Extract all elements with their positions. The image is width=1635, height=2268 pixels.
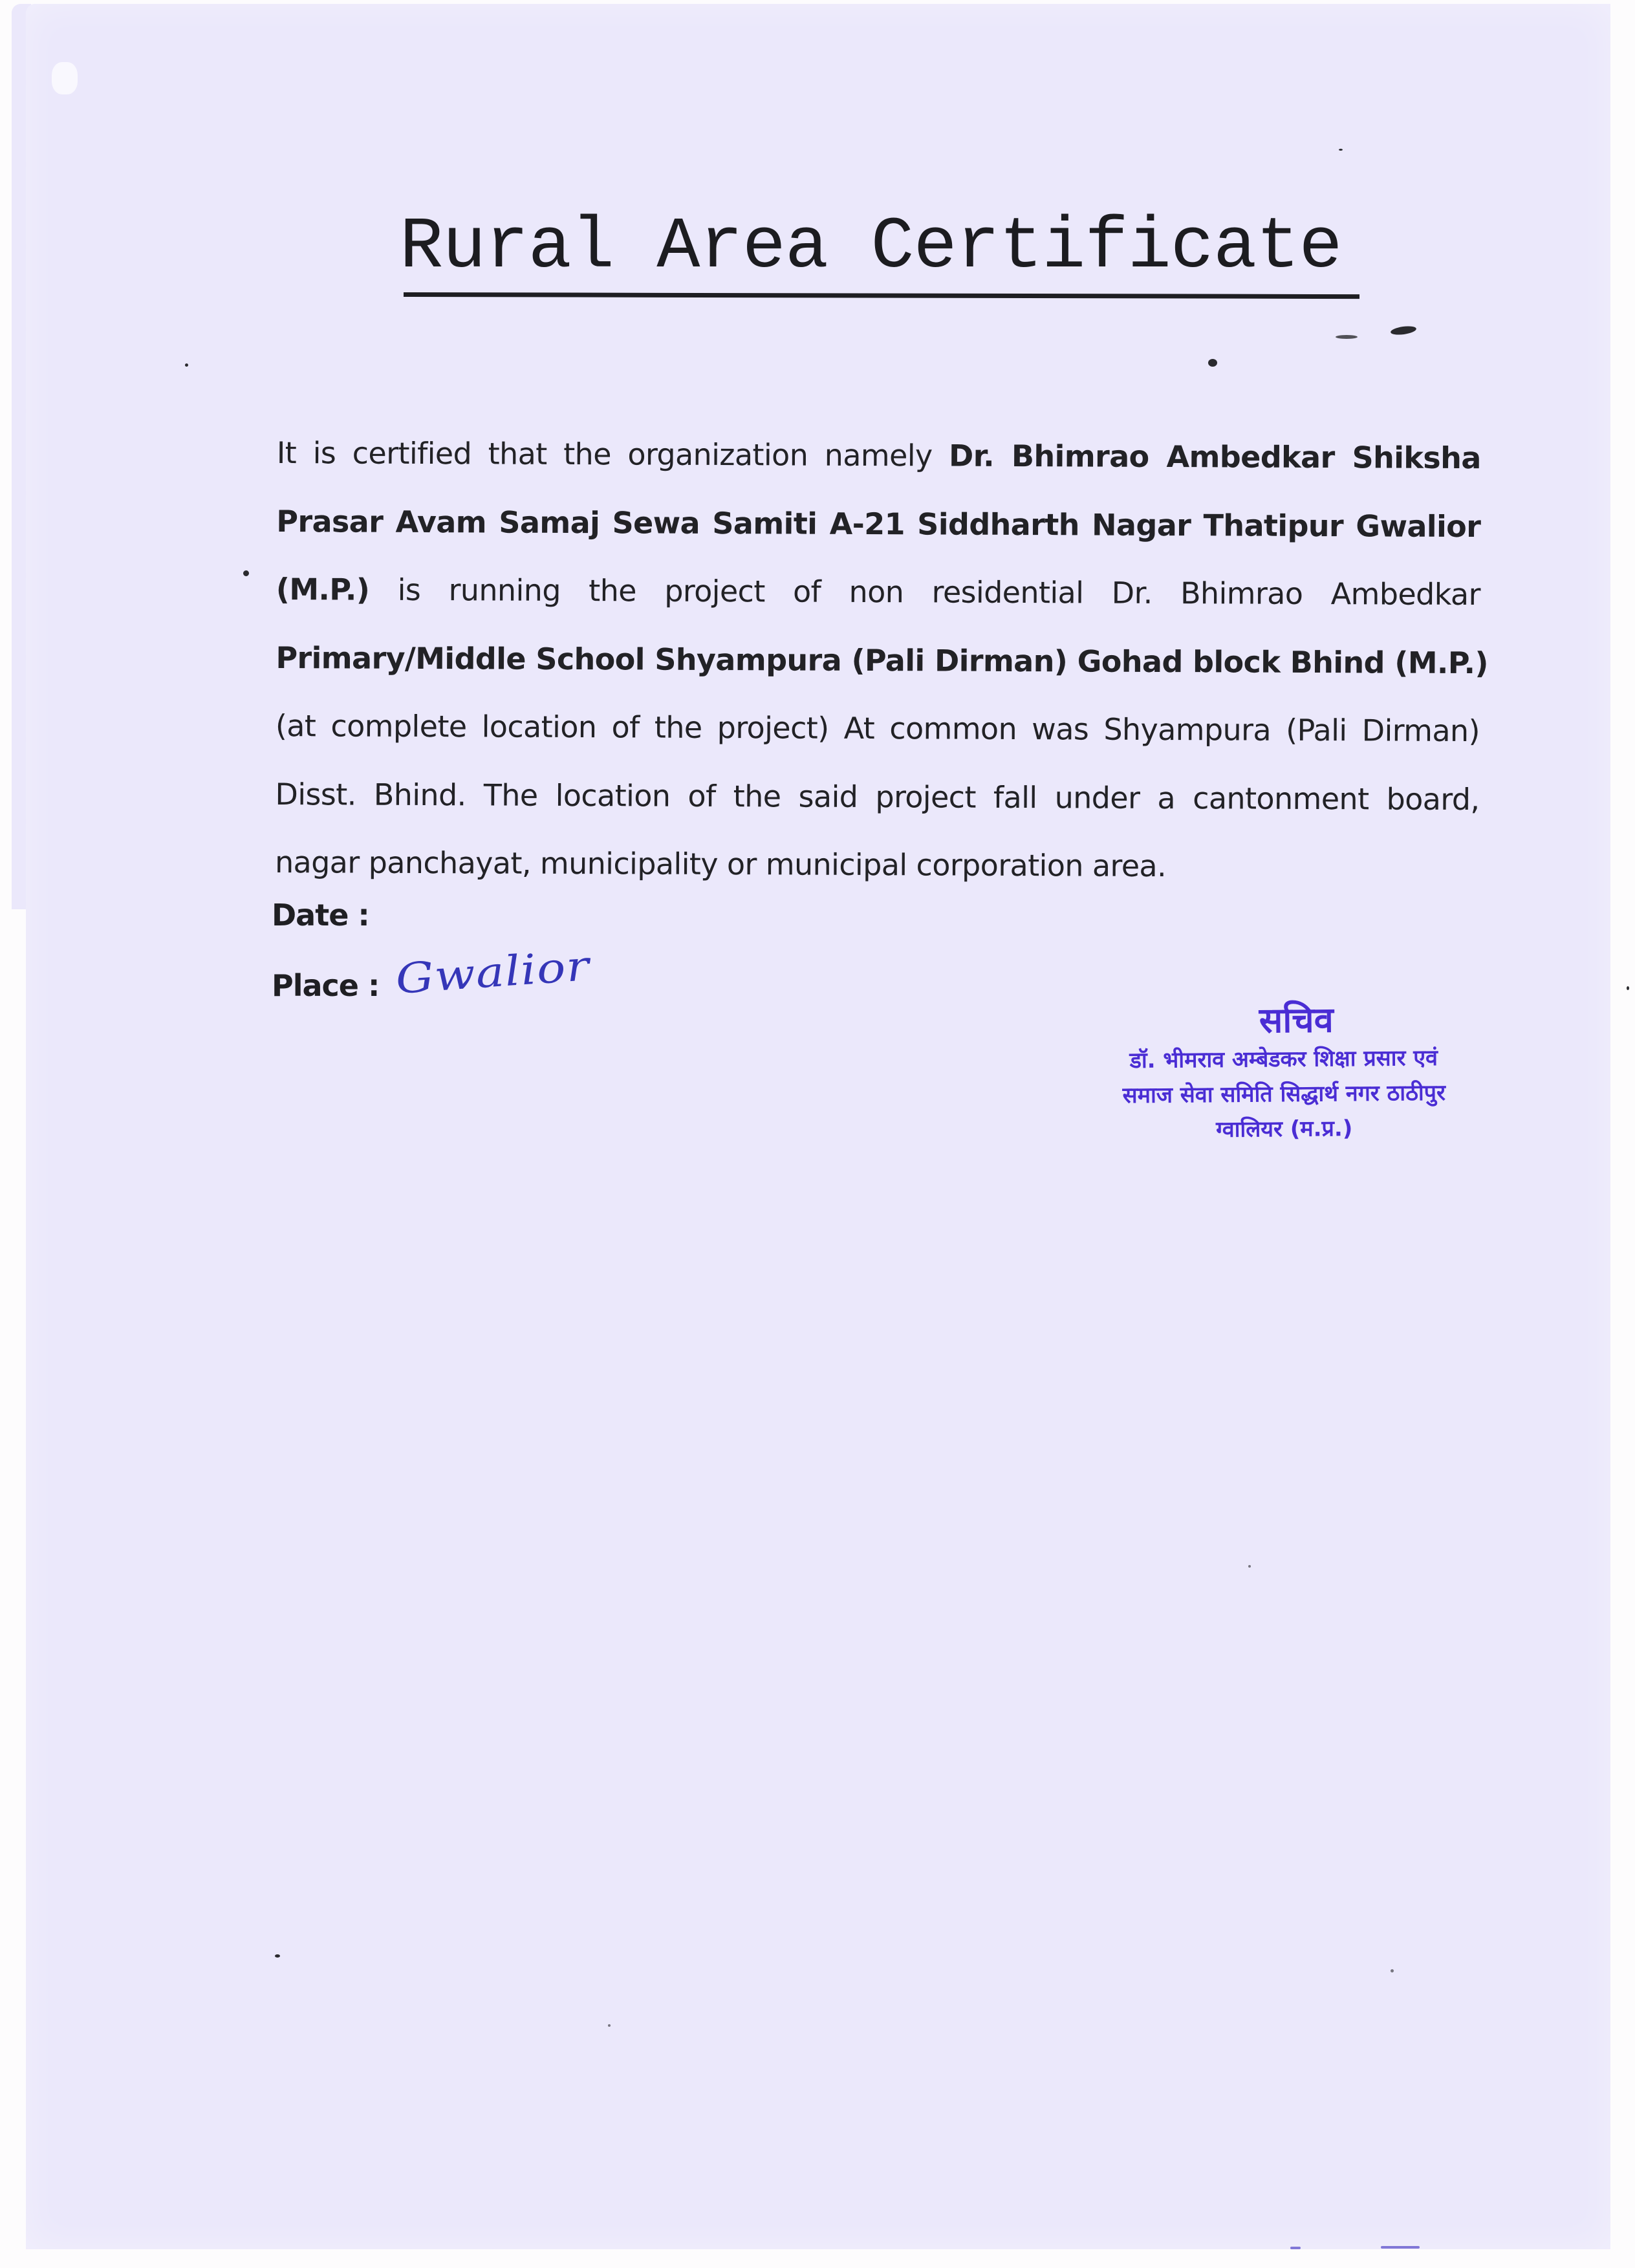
- ink-speck: [1208, 359, 1217, 367]
- body-text-segment: Disst. Bhind. The location of the said project fall under a cantonment board,: [275, 776, 1480, 817]
- body-line: [276, 556, 1480, 629]
- body-text-bold: Primary/Middle School Shyampura (Pali Dirman) Gohad block Bhind (M.P.): [276, 640, 1488, 680]
- body-line: [276, 487, 1480, 561]
- date-label: Date :: [272, 898, 369, 933]
- ink-speck: [1248, 1565, 1251, 1568]
- stamp-line: ग्वालियर (म.प्र.): [1215, 1116, 1353, 1143]
- bottom-edge-mark: [1290, 2247, 1301, 2249]
- body-text-bold: (M.P.): [276, 571, 370, 607]
- body-line: [275, 828, 1479, 902]
- place-value-handwritten: Gwalior: [394, 942, 592, 1004]
- paper-crease-mark: [52, 62, 78, 94]
- stamp-line: समाज सेवा समिति सिद्धार्थ नगर ठाठीपुर: [1122, 1079, 1446, 1109]
- body-text-segment: (at complete location of the project) At common was Shyampura (Pali Dirman): [275, 707, 1480, 749]
- ink-speck: [243, 570, 249, 576]
- body-text-bold: Prasar Avam Samaj Sewa Samiti A-21 Siddharth Nagar Thatipur Gwalior: [276, 503, 1481, 544]
- ink-speck: [1627, 986, 1629, 990]
- ink-speck: [185, 363, 188, 367]
- body-line: [276, 692, 1480, 766]
- ink-speck: [1339, 149, 1343, 151]
- ink-speck: [1336, 335, 1358, 339]
- body-line: [276, 623, 1488, 697]
- body-text-segment: nagar panchayat, municipality or municipal corporation area.: [274, 844, 1167, 884]
- ink-speck: [608, 2024, 611, 2027]
- document-title: Rural Area Certificate: [400, 206, 1342, 288]
- secretary-stamp: [1096, 997, 1472, 1148]
- body-text-bold: Dr. Bhimrao Ambedkar Shiksha: [948, 438, 1481, 476]
- stamp-title: सचिव: [1259, 999, 1334, 1041]
- place-label: Place :: [272, 968, 380, 1003]
- date-field: [272, 898, 369, 933]
- place-field: [272, 968, 379, 1003]
- body-line: [275, 760, 1479, 834]
- bottom-edge-mark: [1381, 2246, 1420, 2249]
- certificate-body: [274, 419, 1488, 902]
- ink-speck: [275, 1954, 280, 1958]
- body-text-segment: It is certified that the organization namely: [276, 435, 949, 473]
- stamp-line: डॉ. भीमराव अम्बेडकर शिक्षा प्रसार एवं: [1129, 1044, 1438, 1074]
- body-line: [277, 419, 1481, 493]
- ink-speck: [1391, 1969, 1394, 1972]
- body-text-segment: is running the project of non residential Dr. Bhimrao Ambedkar: [369, 572, 1480, 612]
